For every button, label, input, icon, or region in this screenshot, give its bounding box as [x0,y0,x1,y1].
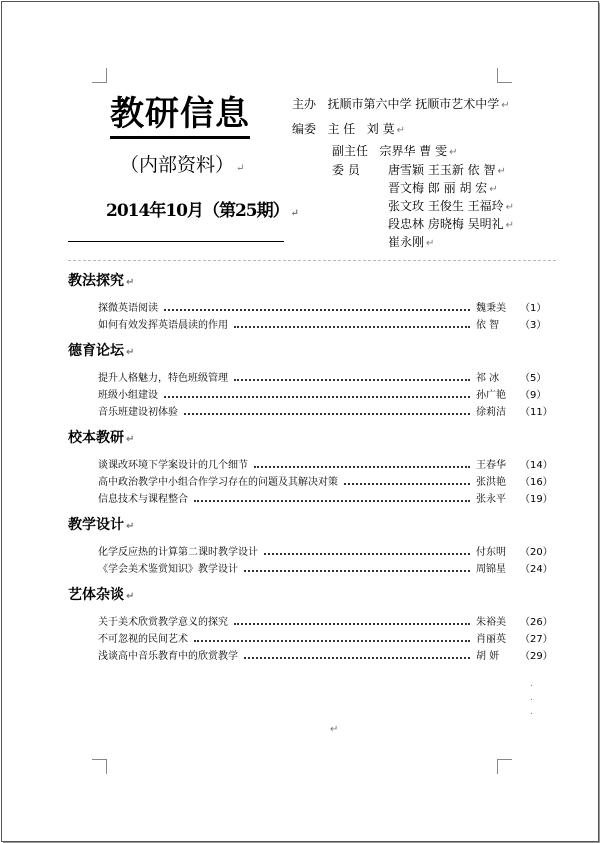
member-row: 晋文梅 郎 丽 胡 宏 ↵ [388,181,498,195]
newsletter-subtitle: （内部资料） ↵ [120,154,245,176]
toc-entry-page: （16） [520,477,553,488]
member-row: 唐雪颖 王玉新 依 智 ↵ [388,163,506,177]
toc-entry-title: 提升人格魅力，特色班级管理 [98,373,228,384]
toc-leader-dots [234,326,470,328]
toc-entry-title: 关于美术欣赏教学意义的探究 [98,617,228,628]
toc-entry-title: 化学反应热的计算第二课时教学设计 [98,547,258,558]
toc-entry-author: 徐莉洁 [476,407,506,418]
toc-entry-author: 祁 冰 [476,373,500,384]
toc-entry-author: 付东明 [476,547,506,558]
toc-entry[interactable] [68,404,558,421]
toc-section [68,429,558,508]
toc-entry-title: 高中政治教学中小组合作学习存在的问题及其解决对策 [98,477,338,488]
toc-leader-dots [164,309,470,311]
section-heading: 教法探究 ↵ [68,273,135,289]
toc-leader-dots [184,413,470,415]
toc-entry-author: 周锦星 [476,564,506,575]
toc-leader-dots [254,466,470,468]
toc-entry[interactable] [68,387,558,404]
section-heading: 艺体杂谈 ↵ [68,587,135,603]
toc-entry-title: 不可忽视的民间艺术 [98,634,188,645]
toc-section [68,342,558,421]
toc-entry-title: 探微英语阅读 [98,303,158,314]
toc-entry-author: 朱裕美 [476,617,506,628]
toc-leader-dots [234,379,470,381]
toc-entry-page: （1） [520,303,547,314]
toc-entry-title: 浅谈高中音乐教育中的欣赏教学 [98,651,238,662]
members-label: 委 员 [332,163,360,177]
issue-date: 2014年10月（第25期） ↵ [106,201,299,221]
toc-entry-author: 胡 妍 [476,651,500,662]
toc-entry-page: （29） [520,651,553,662]
toc-entry-page: （26） [520,617,553,628]
sponsor-line: 主办 抚顺市第六中学 抚顺市艺术中学 ↵ [292,97,510,111]
toc-entry-title: 班级小组建设 [98,390,158,401]
toc-entry-page: （5） [520,373,547,384]
toc-entry-author: 王春华 [476,460,506,471]
toc-entry[interactable] [68,474,558,491]
toc-entry-title: 如何有效发挥英语晨读的作用 [98,320,228,331]
toc-entry-author: 张洪艳 [476,477,506,488]
toc-entry[interactable] [68,614,558,631]
toc-entry-author: 张永平 [476,494,506,505]
section-heading: 校本教研 ↵ [68,430,135,446]
toc-entry-page: （19） [520,494,553,505]
toc-leader-dots [194,500,470,502]
toc-section [68,272,558,334]
toc-entry-title: 信息技术与课程整合 [98,494,188,505]
toc-entry-page: （27） [520,634,553,645]
toc-entry[interactable] [68,544,558,561]
paragraph-mark: ↵ [330,724,339,735]
toc-leader-dots [194,640,470,642]
member-row: 张文玫 王俊生 王福玲 ↵ [388,199,515,213]
member-row: 崔永刚 ↵ [388,235,435,249]
toc-entry-page: （9） [520,390,547,401]
toc-entry[interactable] [68,370,558,387]
toc-leader-dots [244,570,470,572]
toc-leader-dots [234,623,470,625]
toc-entry[interactable] [68,561,558,578]
toc-entry-page: （11） [520,407,553,418]
toc-entry-page: （24） [520,564,553,575]
toc-entry[interactable] [68,457,558,474]
director-line: 编委 主 任 刘 莫 ↵ [292,122,405,136]
toc-entry[interactable] [68,317,558,334]
toc-entry[interactable] [68,648,558,665]
toc-entry-page: （14） [520,460,553,471]
toc-leader-dots [164,396,470,398]
toc-entry-title: 音乐班建设初体验 [98,407,178,418]
toc-entry-title: 谈课改环境下学案设计的几个细节 [98,460,248,471]
crop-mark-bottom-right [497,759,512,774]
crop-mark-top-right [497,68,512,83]
toc-entry[interactable] [68,491,558,508]
page-divider [68,260,556,261]
section-heading: 德育论坛 ↵ [68,343,135,359]
section-heading: 教学设计 ↵ [68,517,135,533]
toc-entry[interactable] [68,631,558,648]
paragraph-marks: . . . [530,679,533,717]
toc-section [68,586,558,665]
toc-entry-author: 肖丽英 [476,634,506,645]
toc-entry-author: 依 智 [476,320,500,331]
document-page [1,1,599,842]
toc-entry-page: （20） [520,547,553,558]
header-divider [68,241,284,242]
toc-entry[interactable] [68,300,558,317]
deputy-line: 副主任 宗界华 曹 雯 ↵ [332,144,458,158]
toc-entry-title: 《学会美术鉴赏知识》教学设计 [98,564,238,575]
member-row: 段忠林 房晓梅 吴明礼 ↵ [388,217,515,231]
toc-leader-dots [344,483,470,485]
toc-entry-author: 魏秉美 [476,303,506,314]
newsletter-title: 教研信息 [110,94,250,139]
toc-entry-page: （3） [520,320,547,331]
crop-mark-top-left [92,68,107,83]
toc-section [68,516,558,578]
table-of-contents [68,272,558,673]
crop-mark-bottom-left [92,759,107,774]
toc-entry-author: 孙广艳 [476,390,506,401]
toc-leader-dots [244,657,470,659]
toc-leader-dots [264,553,470,555]
